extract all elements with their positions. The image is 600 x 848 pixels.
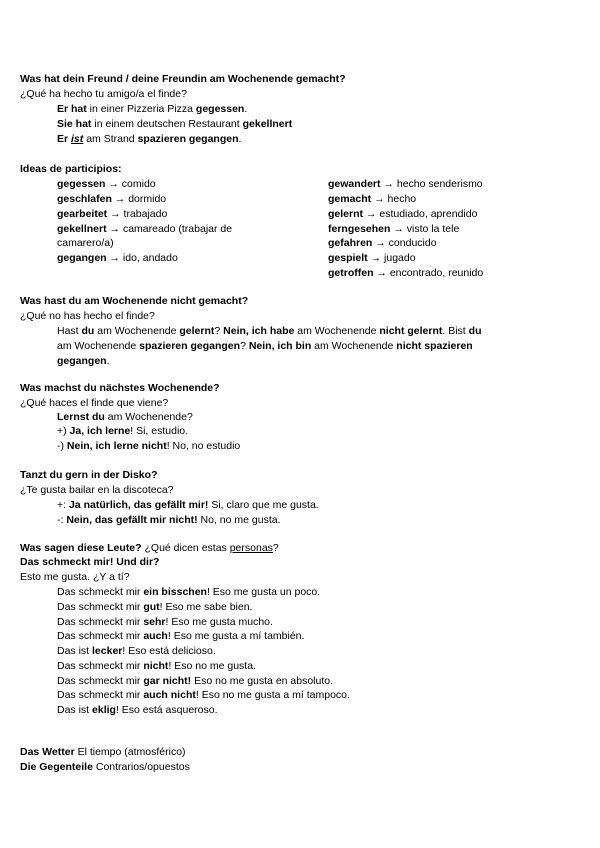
example-aux-verb: ist <box>71 133 84 145</box>
participle-item <box>57 207 167 222</box>
text: Das schmeckt mir <box>57 616 144 628</box>
example-subject: Er hat <box>57 103 87 115</box>
text-bold: Ja, ich lerne <box>69 425 131 437</box>
expression-item <box>57 644 216 659</box>
text-bold: nicht spazieren <box>396 340 473 352</box>
expression-item <box>57 674 333 689</box>
text: -: <box>57 514 67 526</box>
text: Das schmeckt mir <box>57 675 144 687</box>
section-heading-people <box>20 541 279 556</box>
participle-de: gegessen <box>57 178 106 190</box>
participle-de: gemacht <box>328 193 372 205</box>
section-question: ¿Te gusta bailar en la discoteca? <box>20 484 174 496</box>
participle-es: → conducido <box>372 237 437 249</box>
topic-weather <box>20 745 186 760</box>
participle-item <box>328 236 437 251</box>
text: Si, claro que me gusta. <box>208 499 319 511</box>
answer-negative <box>57 513 281 528</box>
participle-es: → trabajado <box>107 208 168 220</box>
text-bold: auch <box>143 630 168 642</box>
text: ! Eso no me gusta. <box>168 660 256 672</box>
participle-de: geschlafen <box>57 193 112 205</box>
expression-item <box>57 688 350 703</box>
section-heading-weekend-friend: Was hat dein Freund / deine Freundin am Wochenende gemacht? <box>20 73 346 85</box>
section-heading-next-weekend: Was machst du nächstes Wochenende? <box>20 382 220 394</box>
answer-negative <box>57 439 240 454</box>
text-bold: ein bisschen <box>143 586 207 598</box>
example-text: in einer Pizzeria Pizza <box>86 103 196 115</box>
participle-de: gewandert <box>328 178 381 190</box>
text: Contrarios/opuestos <box>92 761 190 773</box>
section-question: ¿Qué haces el finde que viene? <box>20 397 169 409</box>
example-line <box>57 102 247 117</box>
text: am Wochenende <box>57 340 140 352</box>
text: . <box>106 355 110 367</box>
paragraph-line <box>57 339 473 354</box>
participle-item <box>328 251 416 266</box>
text-bold: gut <box>143 601 160 613</box>
participle-es: camarero/a) <box>57 237 114 249</box>
text: ! No, no estudio <box>166 440 241 452</box>
text-bold: Ja natürlich, das gefällt mir! <box>68 499 209 511</box>
participle-de: gespielt <box>328 252 368 264</box>
text-bold: Lernst du <box>57 411 105 423</box>
example-text: am Strand <box>83 133 138 145</box>
participle-item <box>328 222 459 237</box>
text: Eso no me gusta en absoluto. <box>191 675 334 687</box>
text: ? <box>240 340 249 352</box>
text-bold: gar nicht! <box>143 675 192 687</box>
expression-item <box>57 600 252 615</box>
text: Das ist <box>57 645 93 657</box>
participle-de: ferngesehen <box>328 223 391 235</box>
example-participle: gegessen <box>195 103 245 115</box>
text-bold: gegangen <box>57 355 107 367</box>
participle-es: → estudiado, aprendido <box>363 208 478 220</box>
participle-de: gegangen <box>57 252 107 264</box>
participle-item <box>57 222 232 237</box>
text-bold: du <box>468 325 482 337</box>
text: Das schmeckt mir <box>57 601 144 613</box>
section-heading-disco: Tanzt du gern in der Disko? <box>20 469 158 481</box>
text: ! Eso me gusta mucho. <box>165 616 273 628</box>
text: ! Eso está asqueroso. <box>115 704 218 716</box>
subheading-translation: Esto me gusta. ¿Y a tí? <box>20 571 130 583</box>
text: ? <box>214 325 224 337</box>
paragraph-line <box>57 324 481 339</box>
example-line <box>57 117 292 132</box>
participle-item <box>57 251 178 266</box>
participle-item <box>57 177 156 192</box>
text: Hast <box>57 325 82 337</box>
example-end: . <box>238 133 242 145</box>
text-bold: eklig <box>92 704 116 716</box>
participle-de: gefahren <box>328 237 373 249</box>
participle-es: → camareado (trabajar de <box>106 223 233 235</box>
text-bold: du <box>81 325 95 337</box>
text: Das schmeckt mir <box>57 689 144 701</box>
text: ! Eso me gusta un poco. <box>206 586 321 598</box>
text: No, no me gusta. <box>197 514 281 526</box>
example-participle: gekellnert <box>242 118 293 130</box>
example-text: in einem deutschen Restaurant <box>91 118 243 130</box>
text-bold: Nein, ich habe <box>223 325 295 337</box>
topic-opposites <box>20 760 190 775</box>
text-bold: nicht <box>143 660 169 672</box>
text: El tiempo (atmosférico) <box>74 746 186 758</box>
participle-de: getroffen <box>328 267 374 279</box>
text: ? <box>272 542 279 554</box>
expression-item <box>57 629 304 644</box>
text-bold: auch nicht <box>143 689 196 701</box>
text-bold: Nein, ich lerne nicht <box>66 440 167 452</box>
participle-es: → encontrado, reunido <box>373 267 484 279</box>
participle-es: → hecho senderismo <box>380 178 483 190</box>
text: ! Eso está delicioso. <box>122 645 216 657</box>
answer-positive <box>57 498 319 513</box>
answer-positive <box>57 424 188 439</box>
text-bold: lecker <box>92 645 123 657</box>
example-line <box>57 132 241 147</box>
participle-item <box>328 207 477 222</box>
section-question: ¿Qué ha hecho tu amigo/a el finde? <box>20 88 187 100</box>
text: am Wochenende? <box>104 411 193 423</box>
text: +) <box>57 425 70 437</box>
text: ! Eso me sabe bien. <box>159 601 253 613</box>
text-bold: gelernt <box>179 325 215 337</box>
participle-es: → comido <box>105 178 156 190</box>
participle-es: → hecho <box>371 193 417 205</box>
text: +: <box>57 499 69 511</box>
expression-item <box>57 703 218 718</box>
text: Das ist <box>57 704 93 716</box>
expression-item <box>57 585 320 600</box>
participle-es: → visto la tele <box>390 223 460 235</box>
example-subject: Sie hat <box>57 118 92 130</box>
participle-de: gearbeitet <box>57 208 108 220</box>
participle-item <box>328 192 416 207</box>
participle-item <box>328 177 483 192</box>
text: Das schmeckt mir <box>57 586 144 598</box>
text-bold: Nein, das gefällt mir nicht! <box>66 514 198 526</box>
text-bold: Was sagen diese Leute? <box>20 542 142 554</box>
participle-es: → ido, andado <box>106 252 178 264</box>
participle-item-continued <box>57 236 114 251</box>
section-question: ¿Qué no has hecho el finde? <box>20 310 155 322</box>
text-bold: sehr <box>143 616 166 628</box>
text-bold: Die Gegenteile <box>20 761 93 773</box>
text: am Wochenende <box>311 340 397 352</box>
text-bold: spazieren gegangen <box>139 340 241 352</box>
participle-de: gelernt <box>328 208 364 220</box>
text: Das schmeckt mir <box>57 660 144 672</box>
text: ¿Qué dicen estas <box>141 542 230 554</box>
text: am Wochenende <box>294 325 380 337</box>
text: ! Si, estudio. <box>130 425 189 437</box>
example-subject: Er <box>57 133 72 145</box>
expression-item <box>57 659 256 674</box>
section-heading-participles: Ideas de participios: <box>20 163 122 175</box>
text: Das schmeckt mir <box>57 630 144 642</box>
participle-item <box>57 192 166 207</box>
text: am Wochenende <box>94 325 180 337</box>
participle-es: → dormido <box>111 193 167 205</box>
text: . Bist <box>442 325 469 337</box>
text-bold: Nein, ich bin <box>248 340 312 352</box>
paragraph-line <box>57 354 110 369</box>
text: ! Eso me gusta a mí también. <box>167 630 305 642</box>
example-end: . <box>244 103 248 115</box>
participle-item <box>328 266 483 281</box>
text: ! Eso no me gusta a mí tampoco. <box>195 689 350 701</box>
participle-de: gekellnert <box>57 223 107 235</box>
section-heading-not-done: Was hast du am Wochenende nicht gemacht? <box>20 295 249 307</box>
example-question <box>57 410 193 425</box>
text-underlined: personas <box>229 542 273 554</box>
text: -) <box>57 440 67 452</box>
example-participle: spazieren gegangen <box>137 133 239 145</box>
text-bold: nicht gelernt <box>379 325 443 337</box>
text-bold: Das Wetter <box>20 746 75 758</box>
participle-es: → jugado <box>367 252 416 264</box>
subheading: Das schmeckt mir! Und dir? <box>20 556 160 568</box>
expression-item <box>57 615 273 630</box>
